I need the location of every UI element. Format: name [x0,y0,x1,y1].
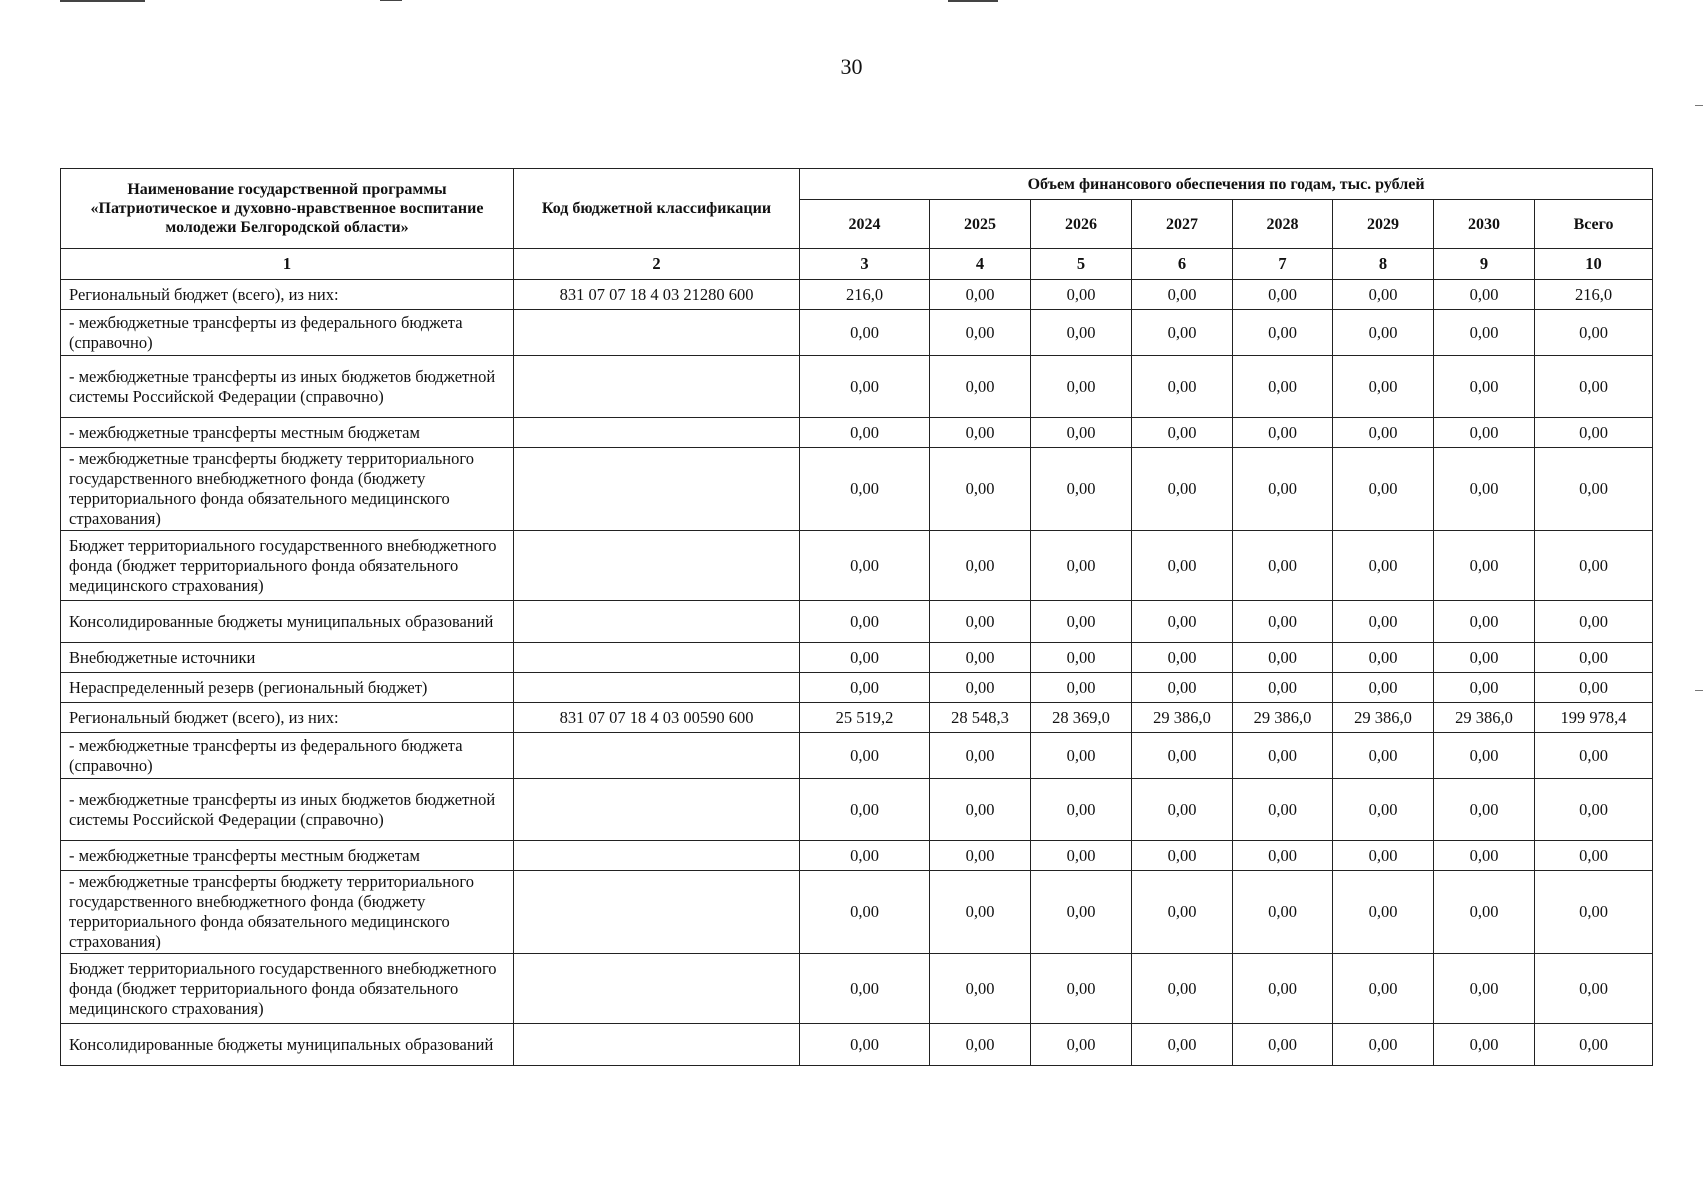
table-row [61,601,1653,643]
column-number: 9 [1434,249,1535,280]
header-year: 2030 [1434,200,1535,249]
row-year-value: 0,00 [1233,280,1333,310]
row-total-value: 0,00 [1535,779,1653,841]
row-year-value: 0,00 [1031,673,1132,703]
row-year-value: 0,00 [800,779,930,841]
row-total-value: 0,00 [1535,871,1653,954]
margin-tick [1695,690,1703,691]
row-year-value: 0,00 [1434,733,1535,779]
column-number-row [61,249,1653,280]
row-year-value: 0,00 [1333,356,1434,418]
row-name: Бюджет территориального государственного внебюджетного фонда (бюджет территориального фонда обязательного медицинского страхования) [61,531,514,601]
row-year-value: 0,00 [1031,280,1132,310]
row-year-value: 29 386,0 [1132,703,1233,733]
row-year-value: 0,00 [800,418,930,448]
row-year-value: 0,00 [930,310,1031,356]
row-year-value: 29 386,0 [1434,703,1535,733]
page-number: 30 [840,54,863,79]
row-year-value: 0,00 [1132,280,1233,310]
row-year-value: 0,00 [930,841,1031,871]
row-year-value: 0,00 [1132,356,1233,418]
row-year-value: 0,00 [1031,310,1132,356]
row-year-value: 0,00 [1333,1024,1434,1066]
row-year-value: 0,00 [1031,356,1132,418]
row-year-value: 0,00 [1333,280,1434,310]
row-year-value: 0,00 [1233,643,1333,673]
header-year: 2026 [1031,200,1132,249]
row-name: - межбюджетные трансферты местным бюджетам [61,841,514,871]
table-row [61,531,1653,601]
row-budget-code [514,310,800,356]
row-budget-code [514,779,800,841]
header-budget-code: Код бюджетной классификации [514,169,800,249]
row-total-value: 0,00 [1535,601,1653,643]
row-year-value: 0,00 [1031,643,1132,673]
row-year-value: 0,00 [930,418,1031,448]
row-year-value: 0,00 [930,779,1031,841]
row-year-value: 0,00 [800,531,930,601]
row-name: Нераспределенный резерв (региональный бюджет) [61,673,514,703]
scan-artifact [380,0,402,1]
row-budget-code: 831 07 07 18 4 03 00590 600 [514,703,800,733]
row-total-value: 0,00 [1535,356,1653,418]
row-total-value: 199 978,4 [1535,703,1653,733]
row-year-value: 0,00 [1434,841,1535,871]
row-year-value: 0,00 [930,280,1031,310]
row-year-value: 0,00 [1031,531,1132,601]
table-row [61,733,1653,779]
table-row [61,643,1653,673]
table-row [61,871,1653,954]
table-row [61,703,1653,733]
row-year-value: 0,00 [1233,356,1333,418]
row-year-value: 0,00 [1434,601,1535,643]
row-year-value: 0,00 [1233,673,1333,703]
header-year: 2028 [1233,200,1333,249]
row-name: Региональный бюджет (всего), из них: [61,703,514,733]
row-year-value: 0,00 [1031,448,1132,531]
row-total-value: 0,00 [1535,418,1653,448]
row-year-value: 0,00 [1233,310,1333,356]
column-number: 10 [1535,249,1653,280]
row-year-value: 0,00 [1132,871,1233,954]
column-number: 5 [1031,249,1132,280]
row-year-value: 0,00 [1434,280,1535,310]
row-budget-code [514,448,800,531]
row-year-value: 0,00 [1233,531,1333,601]
row-year-value: 0,00 [1333,841,1434,871]
row-year-value: 0,00 [800,673,930,703]
row-year-value: 0,00 [1333,310,1434,356]
row-year-value: 0,00 [1333,779,1434,841]
table-row [61,448,1653,531]
row-year-value: 0,00 [1132,1024,1233,1066]
row-year-value: 0,00 [930,871,1031,954]
row-year-value: 0,00 [1434,448,1535,531]
scan-artifact [948,0,998,2]
row-total-value: 0,00 [1535,841,1653,871]
table-row [61,356,1653,418]
table-row [61,418,1653,448]
row-year-value: 28 369,0 [1031,703,1132,733]
table-row [61,954,1653,1024]
row-year-value: 0,00 [1132,418,1233,448]
financing-table [60,168,1653,1066]
row-year-value: 0,00 [1434,310,1535,356]
row-name: - межбюджетные трансферты из иных бюджетов бюджетной системы Российской Федерации (справочно) [61,356,514,418]
row-year-value: 0,00 [1333,673,1434,703]
row-year-value: 0,00 [1434,643,1535,673]
row-year-value: 0,00 [1132,673,1233,703]
row-year-value: 0,00 [800,1024,930,1066]
row-year-value: 0,00 [1233,418,1333,448]
header-year: 2025 [930,200,1031,249]
row-year-value: 0,00 [1233,871,1333,954]
row-budget-code [514,601,800,643]
row-year-value: 0,00 [1434,356,1535,418]
row-year-value: 0,00 [1233,779,1333,841]
row-name: - межбюджетные трансферты из федерального бюджета (справочно) [61,310,514,356]
scan-artifact [60,0,145,2]
row-year-value: 0,00 [930,448,1031,531]
row-total-value: 0,00 [1535,310,1653,356]
table-row [61,673,1653,703]
row-year-value: 0,00 [1031,871,1132,954]
row-year-value: 0,00 [1434,871,1535,954]
row-year-value: 0,00 [930,356,1031,418]
header-total: Всего [1535,200,1653,249]
row-year-value: 0,00 [1434,531,1535,601]
row-budget-code [514,1024,800,1066]
table-row [61,280,1653,310]
row-year-value: 0,00 [1031,1024,1132,1066]
row-year-value: 0,00 [1333,954,1434,1024]
row-year-value: 0,00 [930,733,1031,779]
column-number: 6 [1132,249,1233,280]
row-budget-code [514,531,800,601]
row-name: - межбюджетные трансферты бюджету территориального государственного внебюджетного фонда (бюджету территориального фонда обязательного медицинского страхования) [61,448,514,531]
row-year-value: 0,00 [1333,871,1434,954]
row-year-value: 0,00 [1132,531,1233,601]
row-name: - межбюджетные трансферты бюджету территориального государственного внебюджетного фонда (бюджету территориального фонда обязательного медицинского страхования) [61,871,514,954]
row-year-value: 0,00 [930,1024,1031,1066]
row-budget-code [514,418,800,448]
header-financing-volume: Объем финансового обеспечения по годам, тыс. рублей [800,169,1653,200]
row-year-value: 0,00 [930,601,1031,643]
row-year-value: 0,00 [1132,448,1233,531]
row-year-value: 0,00 [930,673,1031,703]
header-program-name: Наименование государственной программы «Патриотическое и духовно-нравственное воспитание молодежи Белгородской области» [61,169,514,249]
row-total-value: 0,00 [1535,1024,1653,1066]
row-year-value: 0,00 [1031,418,1132,448]
row-year-value: 0,00 [1132,733,1233,779]
table-row [61,779,1653,841]
row-year-value: 29 386,0 [1233,703,1333,733]
row-total-value: 0,00 [1535,954,1653,1024]
row-budget-code [514,673,800,703]
header-year: 2029 [1333,200,1434,249]
row-year-value: 0,00 [1233,733,1333,779]
row-name: - межбюджетные трансферты местным бюджетам [61,418,514,448]
row-year-value: 0,00 [800,310,930,356]
row-year-value: 0,00 [1434,673,1535,703]
column-number: 3 [800,249,930,280]
row-year-value: 0,00 [930,531,1031,601]
table-body [61,249,1653,1066]
table-row [61,1024,1653,1066]
row-year-value: 0,00 [1233,448,1333,531]
row-year-value: 0,00 [1031,601,1132,643]
margin-tick [1695,105,1703,106]
row-year-value: 0,00 [1233,841,1333,871]
row-year-value: 0,00 [1333,601,1434,643]
table-row [61,841,1653,871]
row-total-value: 216,0 [1535,280,1653,310]
row-budget-code [514,356,800,418]
row-year-value: 0,00 [1031,733,1132,779]
row-year-value: 216,0 [800,280,930,310]
row-name: Бюджет территориального государственного внебюджетного фонда (бюджет территориального фонда обязательного медицинского страхования) [61,954,514,1024]
row-year-value: 0,00 [1132,841,1233,871]
row-budget-code [514,954,800,1024]
row-year-value: 0,00 [800,871,930,954]
table-header [61,169,1653,249]
row-year-value: 0,00 [800,733,930,779]
row-year-value: 0,00 [1434,954,1535,1024]
row-year-value: 0,00 [1132,954,1233,1024]
column-number: 7 [1233,249,1333,280]
row-year-value: 0,00 [1233,1024,1333,1066]
row-year-value: 0,00 [1132,310,1233,356]
row-year-value: 0,00 [1333,531,1434,601]
row-name: Консолидированные бюджеты муниципальных образований [61,601,514,643]
column-number: 8 [1333,249,1434,280]
row-total-value: 0,00 [1535,531,1653,601]
column-number: 1 [61,249,514,280]
row-budget-code [514,733,800,779]
row-total-value: 0,00 [1535,733,1653,779]
row-year-value: 0,00 [1434,1024,1535,1066]
column-number: 2 [514,249,800,280]
row-budget-code [514,871,800,954]
row-total-value: 0,00 [1535,673,1653,703]
row-total-value: 0,00 [1535,448,1653,531]
row-year-value: 0,00 [1132,643,1233,673]
row-name: Внебюджетные источники [61,643,514,673]
row-budget-code [514,841,800,871]
row-year-value: 0,00 [1333,733,1434,779]
row-year-value: 0,00 [1031,779,1132,841]
row-year-value: 29 386,0 [1333,703,1434,733]
row-total-value: 0,00 [1535,643,1653,673]
row-year-value: 0,00 [1434,779,1535,841]
row-year-value: 0,00 [1031,954,1132,1024]
row-year-value: 0,00 [930,643,1031,673]
row-budget-code [514,643,800,673]
row-year-value: 0,00 [1031,841,1132,871]
row-year-value: 25 519,2 [800,703,930,733]
row-year-value: 0,00 [800,601,930,643]
row-year-value: 0,00 [1233,601,1333,643]
header-year: 2027 [1132,200,1233,249]
row-name: - межбюджетные трансферты из иных бюджетов бюджетной системы Российской Федерации (справочно) [61,779,514,841]
table-row [61,310,1653,356]
row-year-value: 0,00 [1132,601,1233,643]
row-year-value: 0,00 [1333,448,1434,531]
row-year-value: 0,00 [930,954,1031,1024]
row-year-value: 28 548,3 [930,703,1031,733]
row-year-value: 0,00 [800,448,930,531]
row-year-value: 0,00 [1434,418,1535,448]
row-year-value: 0,00 [1333,418,1434,448]
header-row [61,169,1653,200]
column-number: 4 [930,249,1031,280]
row-year-value: 0,00 [1132,779,1233,841]
row-year-value: 0,00 [1333,643,1434,673]
row-name: Региональный бюджет (всего), из них: [61,280,514,310]
row-year-value: 0,00 [800,841,930,871]
row-name: - межбюджетные трансферты из федерального бюджета (справочно) [61,733,514,779]
row-budget-code: 831 07 07 18 4 03 21280 600 [514,280,800,310]
row-year-value: 0,00 [800,954,930,1024]
row-year-value: 0,00 [800,356,930,418]
row-name: Консолидированные бюджеты муниципальных образований [61,1024,514,1066]
header-year: 2024 [800,200,930,249]
row-year-value: 0,00 [800,643,930,673]
row-year-value: 0,00 [1233,954,1333,1024]
